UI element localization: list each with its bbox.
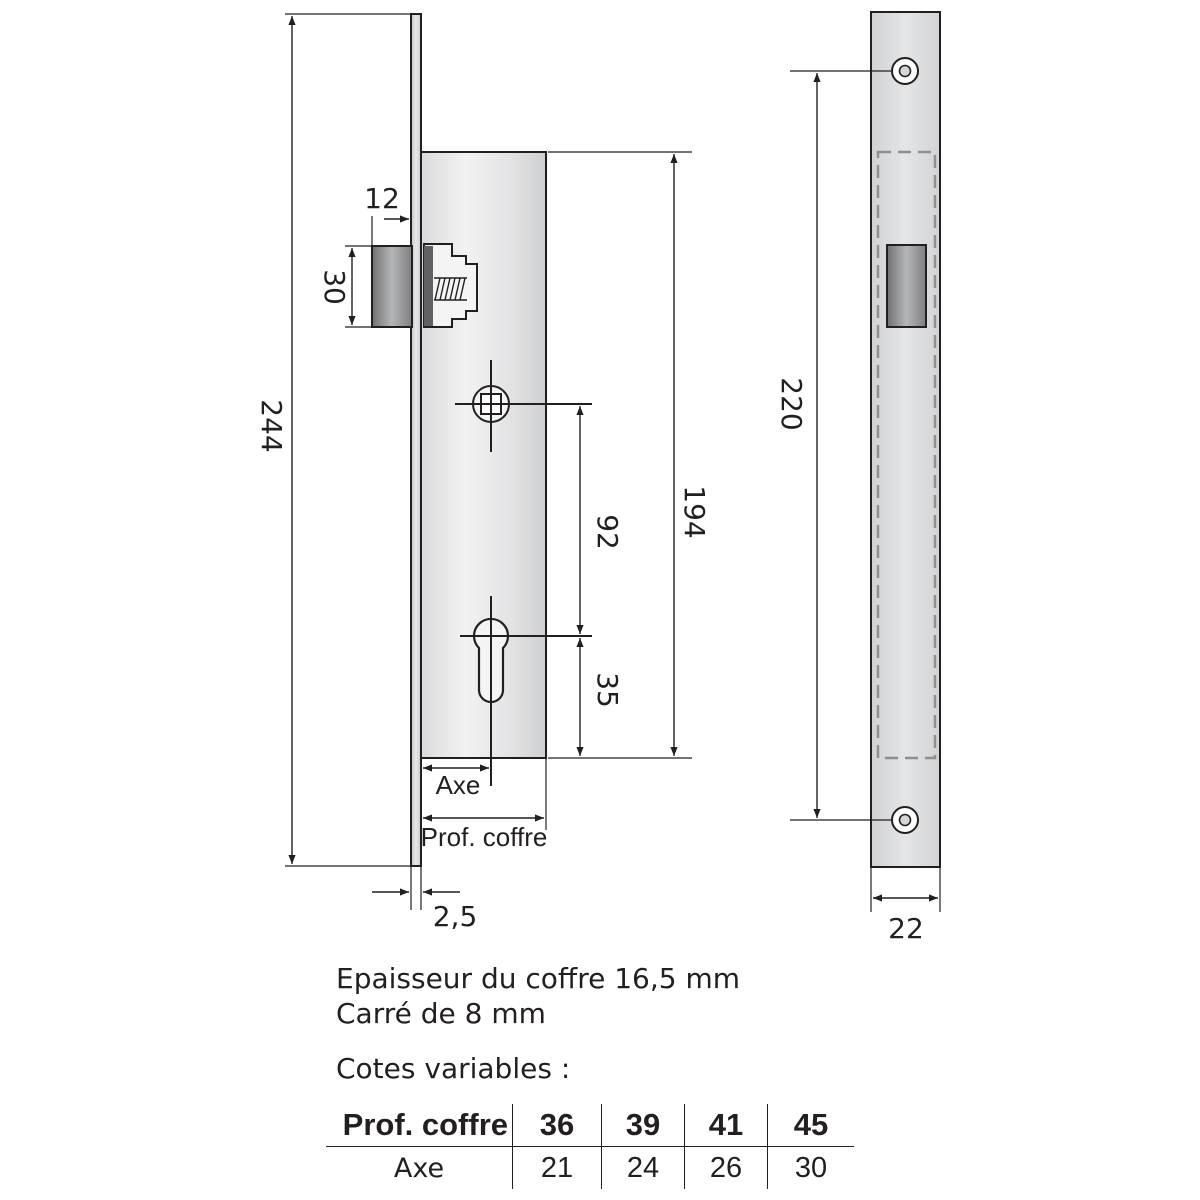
variable-dimensions-table <box>326 1104 854 1189</box>
dim-prof-coffre-label: Prof. coffre <box>420 822 548 852</box>
dim-case-height: 194 <box>678 485 711 539</box>
side-view <box>255 14 711 933</box>
note-case-thickness: Epaisseur du coffre 16,5 mm <box>336 962 741 995</box>
screw-hole-bottom <box>892 807 918 833</box>
table-cell: 39 <box>602 1104 685 1147</box>
latch-bolt <box>372 246 412 327</box>
faceplate-front <box>871 12 940 867</box>
table-cell: 45 <box>768 1104 855 1147</box>
table-header-label: Prof. coffre <box>326 1104 513 1147</box>
table-cell: 26 <box>685 1147 768 1190</box>
table-cell: 36 <box>513 1104 602 1147</box>
dim-handle-to-cylinder: 92 <box>591 514 624 550</box>
latch-bolt-inner <box>424 246 433 326</box>
screw-hole-top <box>892 58 918 84</box>
note-variable-heading: Cotes variables : <box>336 1052 571 1085</box>
note-square-size: Carré de 8 mm <box>336 997 546 1030</box>
dim-latch-height: 30 <box>318 269 351 305</box>
front-view <box>775 12 940 945</box>
dim-axe-label: Axe <box>435 770 481 800</box>
table-cell: 41 <box>685 1104 768 1147</box>
dim-faceplate-width: 22 <box>888 912 924 945</box>
table-row-axe <box>326 1147 854 1190</box>
dim-cylinder-to-bottom: 35 <box>591 672 624 708</box>
dim-faceplate-thickness: 2,5 <box>432 900 478 933</box>
dim-screw-spacing: 220 <box>775 377 808 431</box>
faceplate-side <box>411 14 421 866</box>
dim-overall-height: 244 <box>255 399 288 453</box>
table-row-label: Axe <box>393 1152 445 1184</box>
table-cell: 30 <box>768 1147 855 1190</box>
dim-latch-offset: 12 <box>364 182 400 215</box>
latch-window <box>887 245 926 327</box>
table-cell: 21 <box>513 1147 602 1190</box>
table-row-prof-coffre <box>326 1104 854 1147</box>
table-cell: 24 <box>602 1147 685 1190</box>
